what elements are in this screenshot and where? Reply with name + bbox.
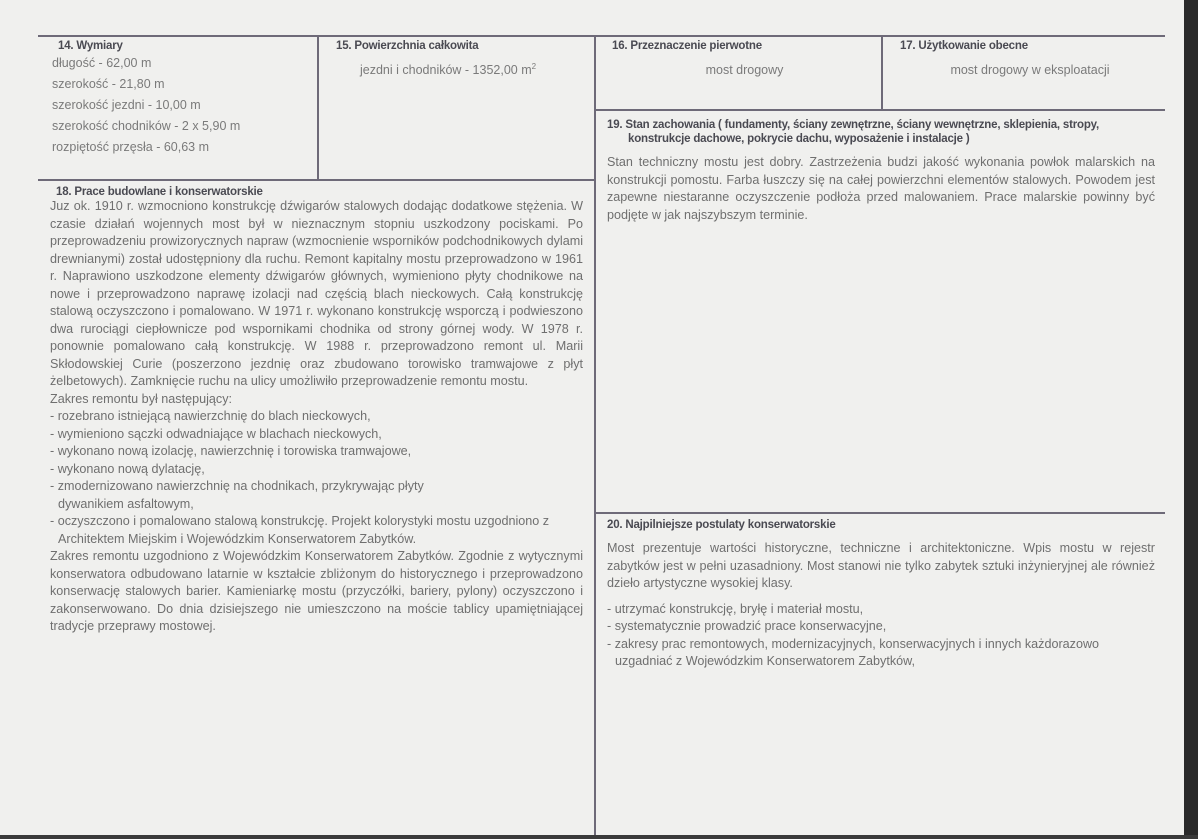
section-18-construction-works bbox=[50, 186, 583, 636]
current-use-value: most drogowy w eksploatacji bbox=[950, 63, 1110, 77]
works-closing-text: Zakres remontu uzgodniono z Wojewódzkim Konserwatorem Zabytków. Zgodnie z wytycznymi konserwatora odbudowano latarnie w kształcie zbliżonym do historycznego i przeprowadzono konserwację stalowych barier. Kamieniarkę mostu (przyczółki, bariery, pylony) oczyszczono i zakonserwowano. Do dnia dzisiejszego nie umieszczono na moście tablicy upamiętniającej tradycje przeprawy mostowej. bbox=[50, 549, 583, 633]
area-unit-superscript: 2 bbox=[531, 62, 537, 71]
top-border bbox=[38, 35, 1165, 37]
scan-edge bbox=[1184, 0, 1198, 839]
divider-16-17 bbox=[881, 35, 883, 110]
section-heading: 16. Przeznaczenie pierwotne bbox=[612, 40, 762, 52]
postulates-text: Most prezentuje wartości historyczne, techniczne i architektoniczne. Wpis mostu w rejestr zabytków jest w pełni uzasadniony. Most stanowi nie tylko zabytek sztuki inżynieryjnej ale również dzieło artystyczne wysokiej klasy. bbox=[607, 541, 1155, 590]
dimension-item: szerokość - 21,80 m bbox=[52, 77, 165, 91]
scope-label: Zakres remontu był następujący: bbox=[50, 391, 232, 406]
scope-item: - wykonano nową izolację, nawierzchnię i torowiska tramwajowe, bbox=[50, 444, 412, 458]
section-heading: 19. Stan zachowania ( fundamenty, ściany zewnętrzne, ściany wewnętrzne, sklepienia, stropy, konstrukcje dachowe, pokrycie dachu, wyposażenie i instalacje ) bbox=[607, 119, 1100, 145]
section-heading: 18. Prace budowlane i konserwatorskie bbox=[56, 186, 263, 198]
dimension-item: rozpiętość przęsła - 60,63 m bbox=[52, 140, 210, 154]
original-purpose-value: most drogowy bbox=[705, 63, 784, 77]
postulate-item: - utrzymać konstrukcję, bryłę i materiał mostu, bbox=[607, 601, 864, 616]
postulate-item: - systematycznie prowadzić prace konserwacyjne, bbox=[607, 619, 887, 633]
divider-center bbox=[594, 35, 596, 839]
section-heading: 20. Najpilniejsze postulaty konserwatorskie bbox=[607, 519, 836, 531]
area-value bbox=[360, 62, 591, 77]
scan-bottom-edge bbox=[0, 835, 1198, 839]
section-17-current-use bbox=[900, 40, 1160, 77]
scope-item: - rozebrano istniejącą nawierzchnię do blach nieckowych, bbox=[50, 409, 371, 423]
area-text: jezdni i chodników - 1352,00 m bbox=[360, 63, 532, 78]
scope-item: - wymieniono sączki odwadniające w blachach nieckowych, bbox=[50, 426, 382, 441]
section-heading: 17. Użytkowanie obecne bbox=[900, 40, 1028, 52]
divider-14-15 bbox=[317, 35, 319, 180]
dimension-item: szerokość jezdni - 10,00 m bbox=[52, 98, 201, 112]
section-heading: 15. Powierzchnia całkowita bbox=[336, 40, 479, 52]
section-15-total-area bbox=[336, 40, 591, 77]
postulate-item: - zakresy prac remontowych, modernizacyjnych, konserwacyjnych i innych każdorazowo uzgadniać z Wojewódzkim Konserwatorem Zabytków, bbox=[607, 636, 1100, 668]
section-14-dimensions bbox=[52, 40, 312, 158]
scope-item: - wykonano nową dylatację, bbox=[50, 461, 205, 476]
divider-right-upper bbox=[595, 109, 1165, 111]
works-intro-text: Juz ok. 1910 r. wzmocniono konstrukcję dźwigarów stalowych dodając dodatkowe stężenia. W czasie działań wojennych most był w nieznacznym stopniu uszkodzony pociskami. Po przeprowadzeniu prowizorycznych napraw (wzmocnienie wsporników podchodnikowych dylami drewnianymi) został udostępniony dla ruchu. Remont kapitalny mostu przeprowadzono w 1961 r. Naprawiono uszkodzone elementy dźwigarów głównych, wymieniono płyty chodnikowe na nowe i przeprowadzono naprawę izolacji nad częścią blach nieckowych. Całą konstrukcję stalową oczyszczono i pomalowano. W 1971 r. wykonano konstrukcję wsporczą i podwieszono dwa rurociągi ciepłownicze pod wspornikami chodnika od strony górnej wody. W 1978 r. ponownie pomalowano całą konstrukcję. W 1988 r. przeprowadzono remont ul. Marii Skłodowskiej Curie (poszerzono jezdnię oraz zbudowano torowisko tramwajowe z płyt żelbetowych). Zamknięcie ruchu na ulicy umożliwiło przeprowadzenie remontu mostu. bbox=[50, 199, 583, 388]
section-19-condition bbox=[607, 118, 1155, 224]
section-heading: 14. Wymiary bbox=[58, 40, 123, 52]
section-16-original-purpose bbox=[612, 40, 877, 77]
dimension-item: długość - 62,00 m bbox=[52, 56, 152, 70]
scope-item: - zmodernizowano nawierzchnię na chodnikach, przykrywając płyty dywanikiem asfaltowym, bbox=[50, 479, 424, 511]
divider-right-lower bbox=[595, 512, 1165, 514]
section-20-conservation-postulates bbox=[607, 519, 1155, 671]
dimension-item: szerokość chodników - 2 x 5,90 m bbox=[52, 119, 241, 133]
condition-text: Stan techniczny mostu jest dobry. Zastrzeżenia budzi jakość wykonania powłok malarskich na konstrukcji pomostu. Farba łuszczy się na całej powierzchni elementów stalowych. Powodem jest zapewne niestaranne oczyszczenie podłoża przed malowaniem. Prace malarskie powinny być podjęte w jak najszybszym terminie. bbox=[607, 155, 1155, 222]
scope-item: - oczyszczono i pomalowano stalową konstrukcję. Projekt kolorystyki mostu uzgodniono z Architektem Miejskim i Wojewódzkim Konserwatorem Zabytków. bbox=[50, 514, 550, 546]
